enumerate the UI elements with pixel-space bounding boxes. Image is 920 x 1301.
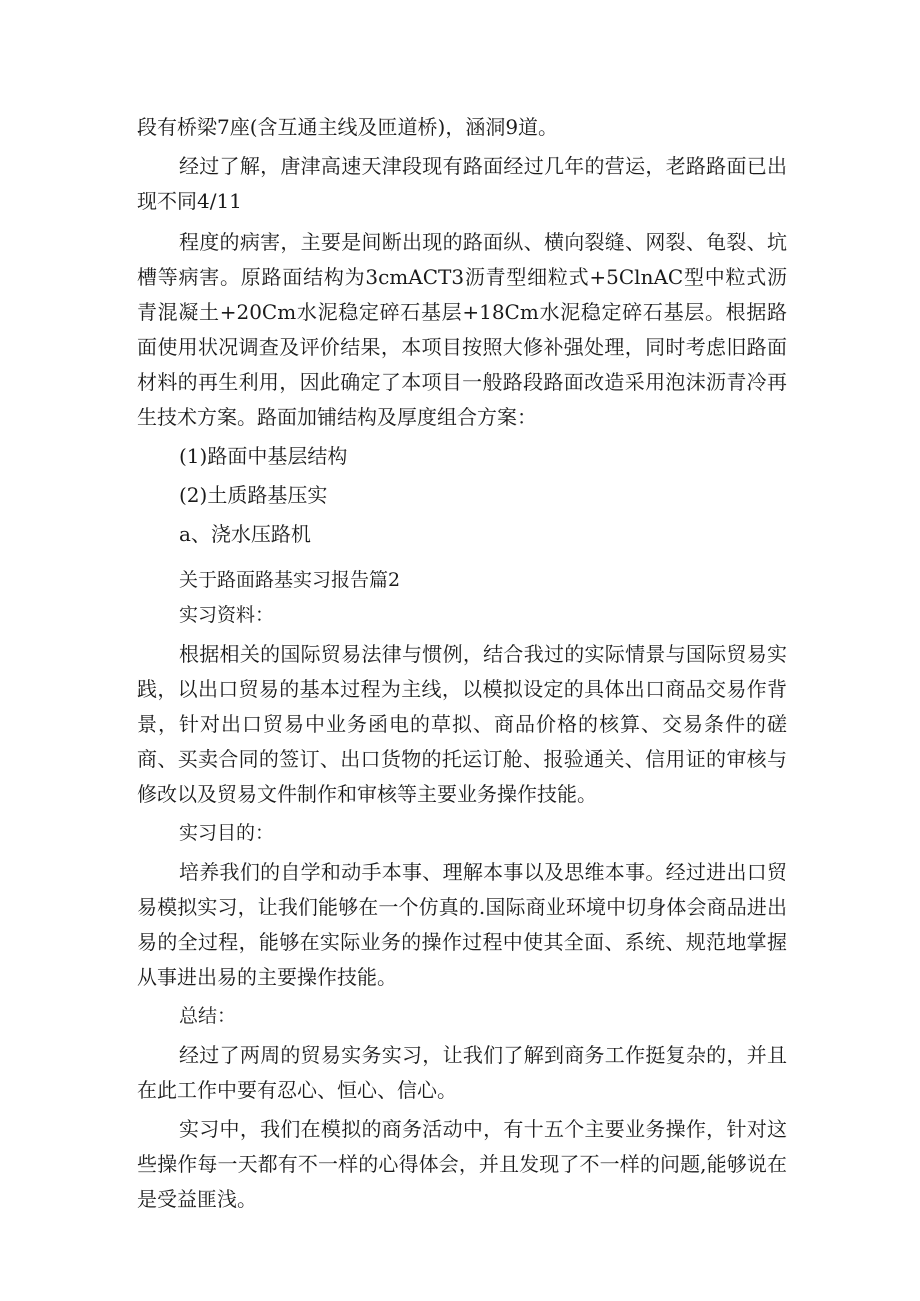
paragraph-summary-2: 实习中，我们在模拟的商务活动中，有十五个主要业务操作，针对这些操作每一天都有不一样的心得体会，并且发现了不一样的问题,能够说在是受益匪浅。 bbox=[137, 1117, 787, 1211]
list-item-water-roller: a、浇水压路机 bbox=[179, 522, 311, 546]
list-item-base-structure: (1)路面中基层结构 bbox=[179, 444, 348, 468]
section-heading-report-2: 关于路面路基实习报告篇2 bbox=[179, 569, 401, 591]
paragraph-bridges: 段有桥梁7座(含互通主线及匝道桥)，涵洞9道。 bbox=[137, 115, 559, 139]
list-item-soil-compaction: (2)土质路基压实 bbox=[179, 483, 328, 507]
paragraph-road-damage: 程度的病害，主要是间断出现的路面纵、横向裂缝、网裂、龟裂、坑槽等病害。原路面结构为3cmACT3沥青型细粒式+5ClnAC型中粒式沥青混凝土+20Cm水泥稳定碎石基层+18Cm水泥稳定碎石基层。根据路面使用状况调查及评价结果，本项目按照大修补强处理，同时考虑旧路面材料的再生利用，因此确定了本项目一般路段路面改造采用泡沫沥青冷再生技术方案。路面加铺结构及厚度组合方案： bbox=[137, 230, 787, 429]
label-internship-materials: 实习资料： bbox=[179, 604, 275, 626]
paragraph-internship-materials: 根据相关的国际贸易法律与惯例，结合我过的实际情景与国际贸易实践，以出口贸易的基本过程为主线，以模拟设定的具体出口商品交易作背景，针对出口贸易中业务函电的草拟、商品价格的核算、交易条件的磋商、买卖合同的签订、出口货物的托运订舱、报验通关、信用证的审核与修改以及贸易文件制作和审核等主要业务操作技能。 bbox=[137, 642, 787, 806]
paragraph-road-condition: 经过了解，唐津高速天津段现有路面经过几年的营运，老路路面已出现不同4/11 bbox=[137, 154, 787, 213]
paragraph-summary-1: 经过了两周的贸易实务实习，让我们了解到商务工作挺复杂的，并且在此工作中要有忍心、恒心、信心。 bbox=[137, 1043, 787, 1102]
label-summary: 总结： bbox=[179, 1005, 237, 1027]
label-internship-purpose: 实习目的： bbox=[179, 822, 275, 844]
paragraph-internship-purpose: 培养我们的自学和动手本事、理解本事以及思维本事。经过进出口贸易模拟实习，让我们能够在一个仿真的.国际商业环境中切身体会商品进出易的全过程，能够在实际业务的操作过程中使其全面、系统、规范地掌握从事进出易的主要操作技能。 bbox=[137, 860, 787, 989]
document-body bbox=[137, 110, 787, 1217]
